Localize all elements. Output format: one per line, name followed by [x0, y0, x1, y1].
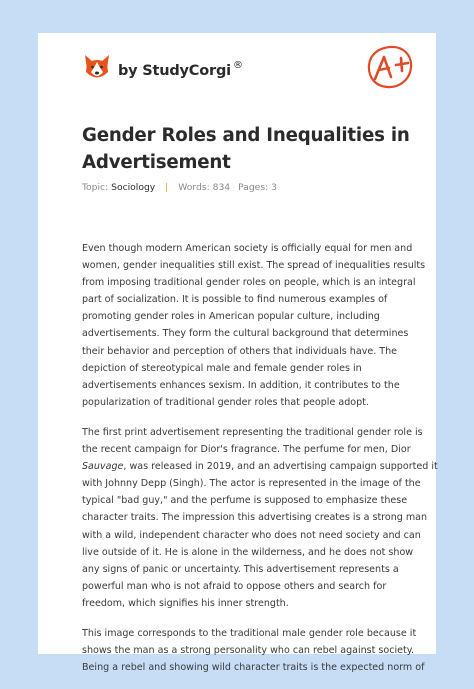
text-line: advertisements enhances sexism. In addition, it contributes to the	[82, 379, 400, 391]
document-meta	[82, 182, 277, 193]
brand-name: by StudyCorgi	[118, 63, 231, 79]
text-line: Being a rebel and showing wild character traits is the expected norm of	[82, 662, 425, 674]
paragraph	[82, 240, 428, 411]
text-line: character traits. The impression this advertising creates is a strong man	[82, 512, 428, 524]
text-line: advertisements. They form the cultural background that determines	[82, 328, 409, 340]
paragraph	[82, 625, 428, 676]
text-line: typical "bad guy," and the perfume is supposed to emphasize these	[82, 495, 408, 507]
text-line: This image corresponds to the traditional male gender role because it	[82, 627, 417, 639]
text-line: women, gender inequalities still exist. The spread of inequalities results	[82, 260, 426, 272]
document-body	[82, 240, 438, 689]
text-line: promoting gender roles in American popular culture, including	[82, 311, 380, 323]
registered-mark: ®	[233, 60, 243, 71]
page-header	[38, 33, 436, 113]
text-line: live outside of it. He is alone in the wilderness, and he does not show	[82, 546, 414, 558]
text-line: part of socialization. It is possible to find numerous examples of	[82, 294, 388, 306]
text-line: The first print advertisement representing the traditional gender role is	[82, 426, 423, 438]
text-line: freedom, which signifies his inner strength.	[82, 597, 289, 609]
title-line: Gender Roles and Inequalities in	[82, 125, 410, 146]
text-line: depiction of stereotypical male and female gender roles in	[82, 362, 362, 374]
page-count: Pages: 3	[238, 182, 277, 193]
word-count: Words: 834	[178, 182, 231, 193]
text-line: the recent campaign for Dior's fragrance. The perfume for men, Dior	[82, 444, 411, 456]
document-page	[38, 33, 438, 674]
text-line: from imposing traditional gender roles on people, which is an integral	[82, 277, 416, 289]
text-line: powerful man who is not afraid to oppose others and search for	[82, 580, 387, 592]
title-line: Advertisement	[82, 152, 231, 173]
text-line: shows the man as a strong personality who can rebel against society.	[82, 645, 415, 657]
text-line: Sauvage, was released in 2019, and an advertising campaign supported it	[82, 461, 438, 473]
italic-term: Sauvage	[82, 461, 124, 473]
meta-separator: |	[165, 182, 169, 193]
text-line: Even though modern American society is officially equal for men and	[82, 243, 413, 254]
text-line: with Johnny Depp (Singh). The actor is represented in the image of the	[82, 478, 421, 490]
text-line: any signs of panic or uncertainty. This advertisement represents a	[82, 563, 399, 575]
text-line: with a wild, independent character who does not need society and can	[82, 529, 421, 541]
text-line: popularization of traditional gender roles that people adopt.	[82, 396, 369, 408]
corgi-logo-icon	[82, 53, 112, 83]
topic-label: Topic:	[82, 182, 109, 193]
text-line: their behavior and perception of others that individuals have. The	[82, 345, 398, 357]
paragraph	[82, 424, 438, 612]
grade-a-plus-icon	[365, 43, 415, 91]
topic-link[interactable]: Sociology	[111, 182, 156, 193]
document-title	[82, 122, 412, 176]
